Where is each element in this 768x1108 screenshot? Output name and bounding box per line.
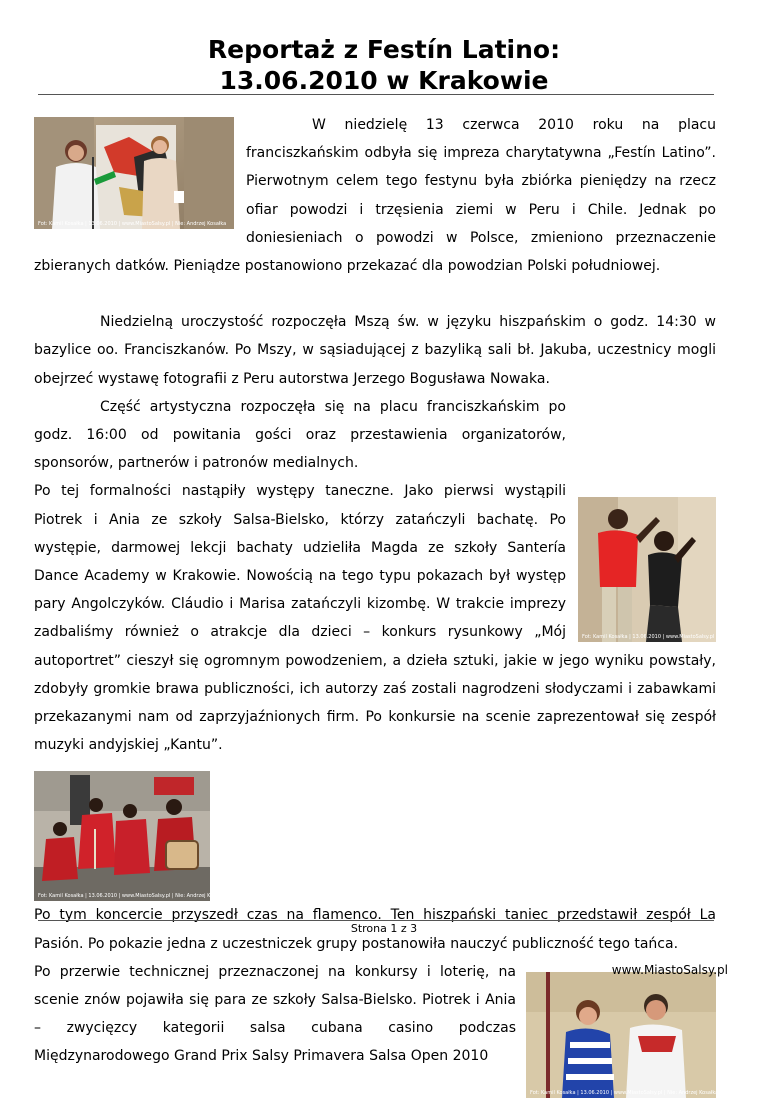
photo-woman-singing-image bbox=[34, 117, 234, 229]
photo-salsa-couple-caption: Fot: Kamil Kosałka | 13.06.2010 | www.MiastoSalsy.pl | Nie: Andrzej Kosałka bbox=[530, 1089, 719, 1096]
photo-salsa-couple bbox=[526, 972, 719, 1098]
header-rule bbox=[38, 94, 714, 95]
photo-dancing-couple-image bbox=[578, 497, 750, 642]
article-body bbox=[34, 111, 750, 1098]
photo-woman-singing bbox=[34, 117, 234, 229]
paragraph-2: Niedzielną uroczystość rozpoczęła Mszą św. w języku hiszpańskim o godz. 14:30 w bazylice oo. Franciszkanów. Po Mszy, w sąsiadującej z bazyliką sali bł. Jakuba, uczestnicy mogli obejrzeć wystawę fotografii z Peru autorstwa Jerzego Bogusława Nowaka. bbox=[34, 314, 716, 387]
paragraph-1: W niedzielę 13 czerwca 2010 roku na placu franciszkańskim odbyła się impreza charytatywna „Festín Latino”. Pierwotnym celem tego festynu była zbiórka pieniędzy na rzecz ofiar powodzi i trzęsienia ziemi w Peru i Chile. Jednak po doniesieniach o powodzi w Polsce, zmieniono przeznaczenie zbieranych datków. Pieniądze postanowiono przekazać dla powodzian Polski południowej. bbox=[34, 117, 716, 275]
title-line-1: Reportaż z Festín Latino: bbox=[207, 35, 561, 64]
paragraph-5: Po tym koncercie przyszedł czas na flamenco. Ten hiszpański taniec przedstawił zespół La Pasión. Po pokazie jedna z uczestniczek grupy postanowiła nauczyć publiczność tego tańca. bbox=[34, 907, 716, 952]
page-number: Strona 1 z 3 bbox=[350, 922, 418, 935]
document-title bbox=[0, 34, 768, 96]
title-line-2: 13.06.2010 w Krakowie bbox=[219, 66, 549, 95]
photo-salsa-couple-image bbox=[526, 972, 719, 1098]
paragraph-4: Po tej formalności nastąpiły występy taneczne. Jako pierwsi wystąpili Piotrek i Ania ze szkoły Salsa-Bielsko, którzy zatańczyli bachatę. Po występie, darmowej lekcji bachaty udzieliła Magda ze szkoły Santería Dance Academy w Krakowie. Nowością na tego typu pokazach był występ pary Angolczyków. Cláudio i Marisa zatańczyli kizombę. W trakcie imprezy zadbaliśmy również o atrakcje dla dzieci – konkurs rysunkowy „Mój autoportret” cieszył się ogromnym powodzeniem, a dzieła sztuki, jakie w jego wyniku powstały, zdobyły gromkie brawa publiczności, ich autorzy zaś zostali nagrodzeni słodyczami i zabawkami przekazanymi nam od zaprzyjaźnionych firm. Po konkursie na scenie zaprezentował się zespół muzyki andyjskiej „Kantu”. bbox=[34, 483, 716, 754]
photo-dancing-couple-caption: Fot: Kamil Kosałka | 13.06.2010 | www.MiastoSalsy.pl | Nie: Andrzej bbox=[582, 633, 750, 640]
paragraph-6: Po przerwie technicznej przeznaczonej na konkursy i loterię, na scenie znów pojawiła się para ze szkoły Salsa-Bielsko. Piotrek i Ania – zwycięzcy kategorii salsa cubana casino podczas Międzynarodowego Grand Prix Salsy Primavera Salsa Open 2010 bbox=[34, 963, 516, 1065]
website-link[interactable]: www.MiastoSalsy.pl bbox=[611, 963, 728, 977]
photo-andean-band bbox=[34, 771, 227, 901]
photo-andean-band-image bbox=[34, 771, 227, 901]
photo-woman-singing-caption: Fot: Kamil Kosałka | 13.06.2010 | www.MiastoSalsy.pl | Nie: Andrzej Kosałka bbox=[38, 221, 227, 227]
photo-andean-band-caption: Fot: Kamil Kosałka | 13.06.2010 | www.MiastoSalsy.pl | Nie: Andrzej Kosałka bbox=[38, 893, 227, 900]
photo-dancing-couple bbox=[578, 497, 750, 642]
paragraph-3: Część artystyczna rozpoczęła się na placu franciszkańskim po godz. 16:00 od powitania gości oraz przestawienia organizatorów, sponsorów, partnerów i patronów medialnych. bbox=[34, 398, 566, 472]
